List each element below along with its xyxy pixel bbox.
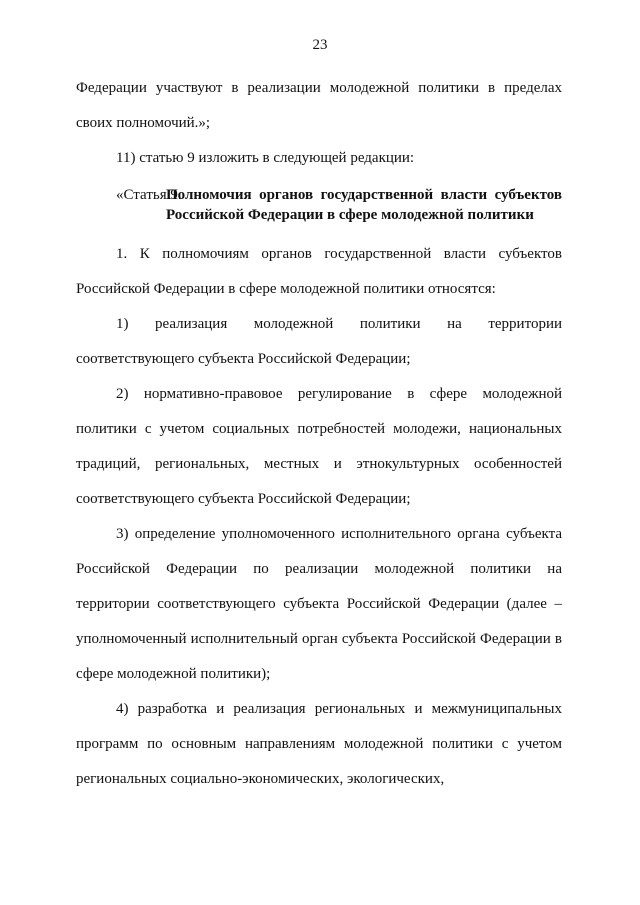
- article-heading: [76, 185, 562, 225]
- document-body: [76, 71, 562, 797]
- paragraph-amendment-11: 11) статью 9 изложить в следующей редакции:: [116, 150, 415, 166]
- article-label: «Статья 9.: [116, 187, 182, 203]
- paragraph-item-1: 1) реализация молодежной политики на территории соответствующего субъекта Российской Федерации;: [76, 316, 562, 367]
- paragraph-item-2: 2) нормативно-правовое регулирование в сфере молодежной политики с учетом социальных потребностей молодежи, национальных традиций, региональных, местных и этнокультурных особенностей соответствующего субъекта Российской Федерации;: [76, 386, 562, 507]
- article-title: Полномочия органов государственной власти субъектов Российской Федерации в сфере молодежной политики: [166, 187, 562, 223]
- paragraph-continuation: Федерации участвуют в реализации молодежной политики в пределах своих полномочий.»;: [76, 80, 562, 131]
- paragraph-clause-1: 1. К полномочиям органов государственной власти субъектов Российской Федерации в сфере молодежной политики относятся:: [76, 246, 562, 297]
- paragraph-item-3: 3) определение уполномоченного исполнительного органа субъекта Российской Федерации по реализации молодежной политики на территории соответствующего субъекта Российской Федерации (далее – уполномоченный исполнительный орган субъекта Российской Федерации в сфере молодежной политики);: [76, 526, 562, 682]
- paragraph-item-4: 4) разработка и реализация региональных и межмуниципальных программ по основным направлениям молодежной политики с учетом региональных социально-экономических, экологических,: [76, 701, 562, 787]
- page-number: 23: [312, 37, 328, 53]
